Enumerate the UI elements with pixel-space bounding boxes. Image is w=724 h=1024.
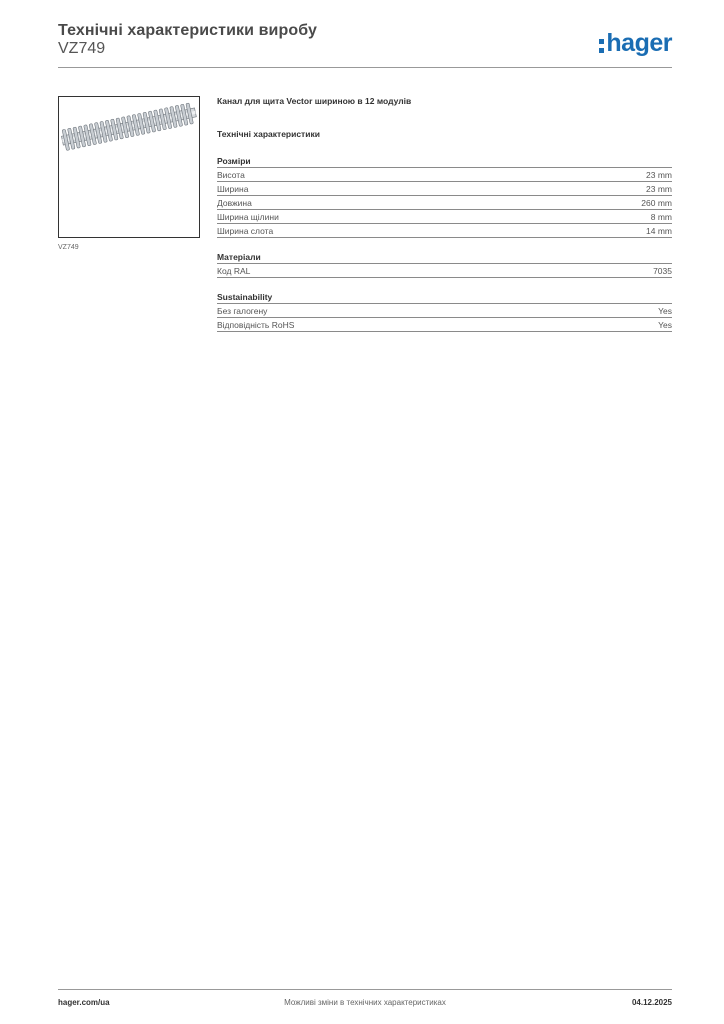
footer-website: hager.com/ua <box>58 998 110 1007</box>
section-title: Sustainability <box>217 292 273 302</box>
product-image-frame <box>58 96 200 238</box>
section-title: Матеріали <box>217 252 261 262</box>
product-details <box>217 96 672 330</box>
spec-value: 7035 <box>653 266 672 276</box>
section-dimensions <box>217 156 672 238</box>
page-title: Технічні характеристики виробу <box>58 22 317 39</box>
spec-label: Код RAL <box>217 266 251 276</box>
spec-row <box>217 223 672 238</box>
image-caption: VZ749 <box>58 244 79 251</box>
spec-row <box>217 181 672 195</box>
spec-row <box>217 167 672 181</box>
footer-note: Можливі зміни в технічних характеристиках <box>284 998 446 1007</box>
spec-value: Yes <box>658 320 672 330</box>
header-divider <box>58 67 672 68</box>
section-title: Розміри <box>217 156 251 166</box>
spec-heading: Технічні характеристики <box>217 129 320 139</box>
logo-colon-mark <box>599 37 604 53</box>
spec-table <box>217 303 672 332</box>
footer-divider <box>58 989 672 990</box>
section-materials <box>217 252 672 278</box>
spec-label: Відповідність RoHS <box>217 320 295 330</box>
hager-logo <box>599 28 672 58</box>
spec-label: Ширина <box>217 184 249 194</box>
spec-label: Ширина слота <box>217 226 274 236</box>
spec-table <box>217 263 672 278</box>
cable-channel-product-photo <box>59 97 199 237</box>
page-footer <box>58 998 672 1010</box>
spec-label: Без галогену <box>217 306 268 316</box>
spec-value: Yes <box>658 306 672 316</box>
page-header <box>58 20 672 70</box>
spec-label: Довжина <box>217 198 252 208</box>
spec-row <box>217 263 672 278</box>
footer-date: 04.12.2025 <box>631 998 672 1007</box>
spec-row <box>217 209 672 223</box>
spec-value: 8 mm <box>650 212 672 222</box>
spec-value: 23 mm <box>646 184 672 194</box>
spec-row <box>217 317 672 332</box>
spec-row <box>217 195 672 209</box>
product-name: Канал для щита Vector шириною в 12 модулів <box>217 96 412 106</box>
spec-row <box>217 303 672 317</box>
section-sustainability <box>217 292 672 332</box>
product-code: VZ749 <box>58 40 106 57</box>
spec-label: Висота <box>217 170 245 180</box>
spec-label: Ширина щілини <box>217 212 279 222</box>
spec-table <box>217 167 672 238</box>
spec-value: 14 mm <box>646 226 672 236</box>
spec-value: 23 mm <box>646 170 672 180</box>
spec-value: 260 mm <box>641 198 672 208</box>
logo-text: hager <box>606 29 672 57</box>
